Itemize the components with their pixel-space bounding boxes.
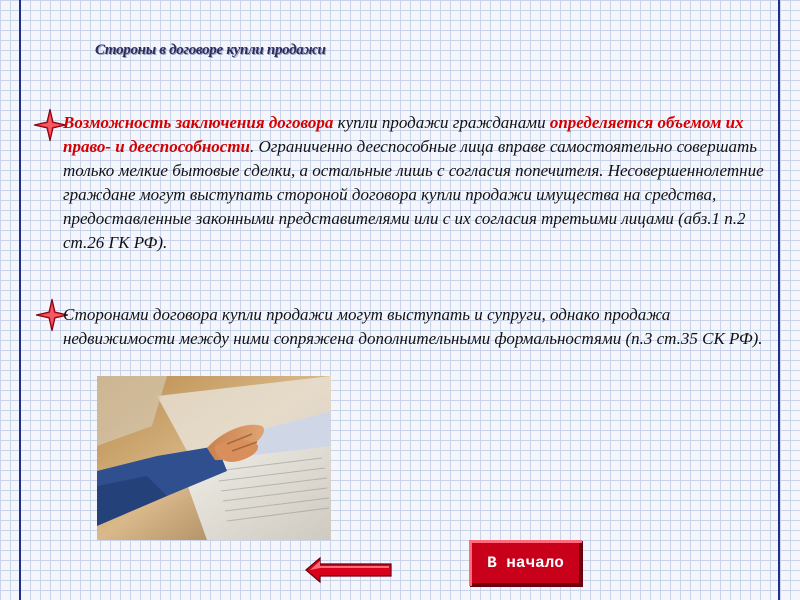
handshake-photo [97, 376, 331, 540]
right-border-line [778, 0, 780, 600]
star-bullet-icon [33, 108, 67, 142]
paragraph-legal-capacity [63, 111, 775, 255]
left-arrow-icon [305, 557, 393, 583]
slide-title: Стороны в договоре купли продажи [95, 42, 326, 58]
paragraph1-text-a: купли продажи гражданами [333, 113, 550, 132]
paragraph-spouses: Сторонами договора купли продажи могут выступать и супруги, однако продажа недвижимости между ними сопряжена дополнительными формальностями (п.3 ст.35 СК РФ). [63, 305, 763, 348]
left-border-line [19, 0, 21, 600]
highlight-determined: определяется объемом их право- и дееспособности [63, 113, 744, 156]
highlight-possibility: Возможность заключения договора [63, 113, 334, 132]
home-button[interactable]: В начало [469, 540, 582, 586]
paragraph1-text-b: . Ограниченно дееспособные лица вправе самостоятельно совершать только мелкие бытовые сделки, а остальные лишь с согласия попечителя. Несовершеннолетние граждане могут выступать стороной договора купли продажи имущества на средства, предоставленные законными представителями или с их согласия третьими лицами (абз.1 п.2 ст.26 ГК РФ). [63, 137, 764, 252]
back-arrow-button[interactable] [305, 557, 393, 583]
